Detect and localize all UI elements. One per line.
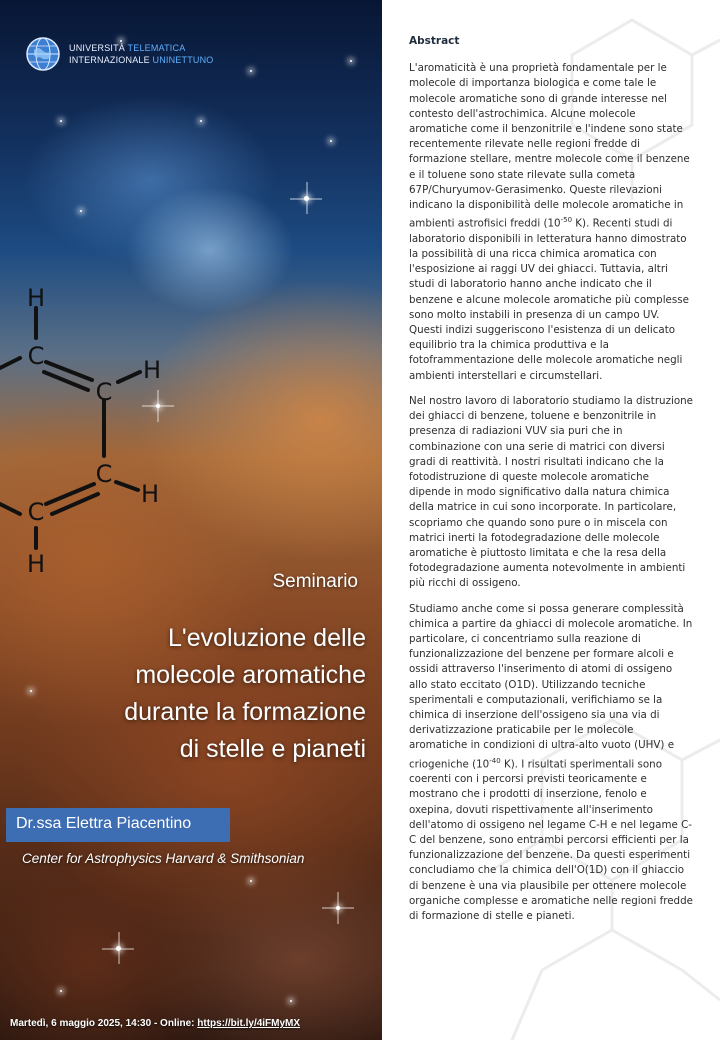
title-line: di stelle e pianeti — [179, 735, 366, 763]
star — [116, 946, 121, 951]
star — [290, 1000, 292, 1002]
atom-label: C — [27, 498, 45, 526]
atom-label: H — [140, 480, 160, 508]
logo-line-1: UNIVERSITÀ TELEMATICA — [69, 43, 186, 53]
star — [80, 210, 82, 212]
abstract-paragraph: Nel nostro lavoro di laboratorio studiamo la distruzione dei ghiacci di benzene, toluene e benzonitrile in presenza di radiazioni VUV sia puri che in combinazione con una serie di matrici con diversi gradi di reattività. I nostri risultati indicano che la fotodistruzione di queste molecole aromatiche dipende in modo significativo dalla natura chimica della matrice in cui sono incorporate. In particolare, scopriamo che quando sono pure o in miscela con matrici inerti la fotodegradazione delle molecole aromatiche è piuttosto limitata e che la resa della fotodegradazione aumenta notevolmente in ambienti più ricchi di ossigeno. — [409, 394, 694, 590]
abstract-heading: Abstract — [409, 35, 460, 47]
seminar-label: Seminario — [272, 571, 358, 592]
star — [336, 906, 340, 910]
abstract-panel — [382, 0, 720, 1040]
star — [304, 196, 309, 201]
abstract-paragraph: L'aromaticità è una proprietà fondamentale per le molecole di importanza biologica e come tale le molecole aromatiche sono di grande interesse nel contesto dell'astrochimica. Alcune molecole aromatiche come il benzonitrile e l'indene sono state recentemente rilevate nelle regioni fredde di formazione stellare, mentre molecole come il benzene e il toluene sono state rilevate sulla cometa 67P/Churyumov-Gerasimenko. Queste rilevazioni indicano la disponibilità delle molecole aromatiche in ambienti astrofisici freddi ($10^{-50}$ K). Recenti studi di laboratorio disponibili in letteratura hanno dimostrato la possibilità di una ricca chimica aromatica con l'esposizione ai raggi UV dei ghiacci. Tuttavia, altri studi di laboratorio hanno anche indicato che il benzene e alcune molecole aromatiche più complesse sono molto instabili in presenza di un campo UV. Questi indizi suggeriscono l'esistenza di un delicato equilibrio tra la chimica produttiva e la fotoframmentazione delle molecole aromatiche negli ambienti interstellari e circumstellari. — [409, 62, 690, 382]
abstract-paragraph: Studiamo anche come si possa generare complessità chimica a partire da ghiacci di molecole aromatiche. In particolare, ci concentriamo sulla reazione di funzionalizzazione del benzene per formare alcoli e ossidi attraverso l'inserimento di atomi di ossigeno allo stato eccitato (O1D). Utilizzando tecniche sperimentali e computazionali, verifichiamo se la chimica di inserzione dell'ossigeno sia una via di derivatizzazione praticabile per le molecole aromatiche in condizioni di ultra-alto vuoto (UHV) e criogeniche ($10^{-40}$ K). I risultati sperimentali sono coerenti con i percorsi previsti teoricamente e mostrano che i prodotti di inserzione, fenolo e oxepina, dovuti rispettivamente all'inserimento dell'atomo di ossigeno nel legame C-H e nel legame C-C del benzene, sono entrambi percorsi efficienti per la funzionalizzazione del benzene. Da questi esperimenti concludiamo che la chimica dell'O(1D) con il ghiaccio di benzene è una via plausibile per ottenere molecole organiche complesse e aromatiche nelle regioni fredde di formazione di stelle e pianeti. — [409, 602, 693, 923]
molecule-structure-diagram — [0, 270, 200, 580]
star — [200, 120, 202, 122]
star — [60, 990, 62, 992]
atom-label: H — [142, 356, 162, 384]
atom-label: C — [27, 342, 45, 370]
star — [250, 70, 252, 72]
speaker-affiliation: Center for Astrophysics Harvard & Smithsonian — [22, 851, 305, 866]
title-line: L'evoluzione delle — [168, 624, 366, 652]
star — [330, 140, 332, 142]
abstract-text — [409, 34, 693, 934]
title-line: molecole aromatiche — [135, 661, 366, 689]
atom-label: H — [26, 284, 46, 312]
university-logo — [25, 36, 225, 76]
atom-label: H — [26, 550, 46, 578]
title-line: durante la formazione — [124, 698, 366, 726]
event-link[interactable]: https://bit.ly/4iFMyMX — [197, 1018, 301, 1029]
event-details — [10, 1018, 300, 1029]
star — [250, 880, 252, 882]
speaker-name: Dr.ssa Elettra Piacentino — [16, 815, 192, 832]
atom-label: C — [95, 460, 113, 488]
atom-label: C — [95, 378, 113, 406]
seminar-title — [26, 620, 366, 768]
star — [60, 120, 62, 122]
logo-line-2: INTERNAZIONALE UNINETTUNO — [69, 55, 214, 65]
globe-icon — [25, 36, 61, 72]
event-date: Martedì, 6 maggio 2025, 14:30 - Online: — [10, 1018, 198, 1029]
star — [350, 60, 352, 62]
